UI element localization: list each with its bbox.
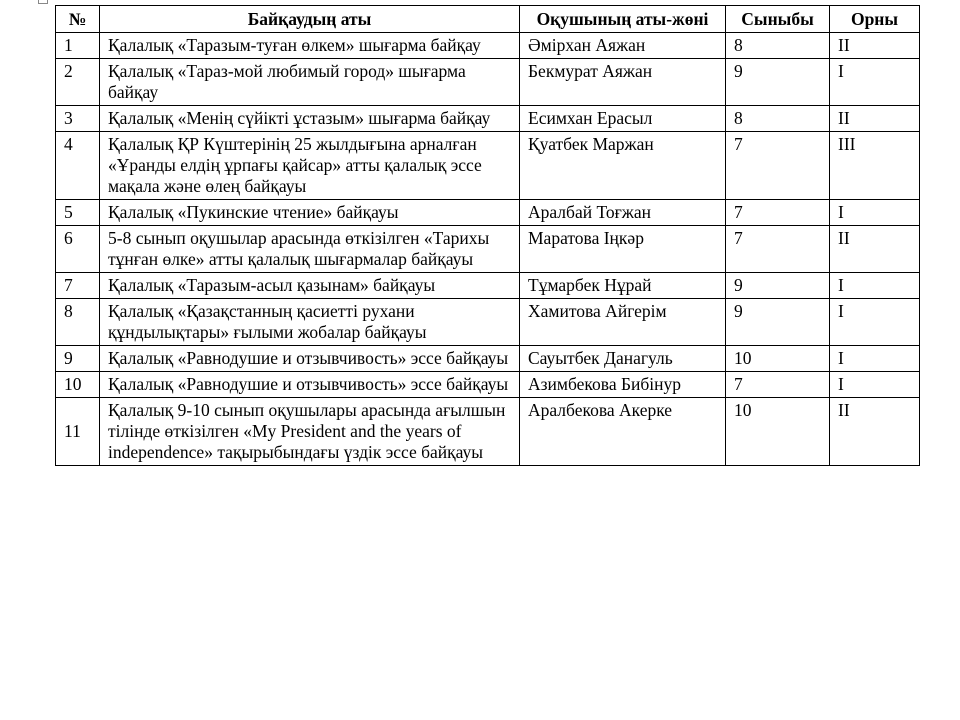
header-no: №: [56, 6, 100, 33]
place: II: [830, 33, 920, 59]
place: II: [830, 226, 920, 273]
competition-name: Қалалық «Таразым-асыл қазынам» байқауы: [100, 273, 520, 299]
place: I: [830, 273, 920, 299]
grade: 9: [726, 59, 830, 106]
place: I: [830, 59, 920, 106]
place: I: [830, 372, 920, 398]
student-name: Маратова Іңкәр: [520, 226, 726, 273]
table-row: [56, 273, 920, 299]
row-number: 5: [56, 200, 100, 226]
corner-mark: [38, 0, 48, 4]
row-number: 11: [56, 398, 100, 466]
header-row: [56, 6, 920, 33]
grade: 7: [726, 200, 830, 226]
competition-name: Қалалық «Менің сүйікті ұстазым» шығарма байқау: [100, 106, 520, 132]
row-number: 8: [56, 299, 100, 346]
student-name: Бекмурат Аяжан: [520, 59, 726, 106]
student-name: Есимхан Ерасыл: [520, 106, 726, 132]
competition-name: Қалалық «Таразым-туған өлкем» шығарма байқау: [100, 33, 520, 59]
row-number: 10: [56, 372, 100, 398]
row-number: 4: [56, 132, 100, 200]
student-name: Хамитова Айгерім: [520, 299, 726, 346]
student-name: Әмірхан Аяжан: [520, 33, 726, 59]
table-row: [56, 346, 920, 372]
row-number: 1: [56, 33, 100, 59]
place: III: [830, 132, 920, 200]
table-row: [56, 226, 920, 273]
grade: 7: [726, 132, 830, 200]
competition-name: Қалалық «Тараз-мой любимый город» шығарма байқау: [100, 59, 520, 106]
place: I: [830, 200, 920, 226]
competition-name: Қалалық 9-10 сынып оқушылары арасында ағылшын тілінде өткізілген «My President and the years of independence» тақырыбындағы үздік эссе байқауы: [100, 398, 520, 466]
row-number: 6: [56, 226, 100, 273]
grade: 10: [726, 398, 830, 466]
grade: 10: [726, 346, 830, 372]
table-row: [56, 372, 920, 398]
table-row: [56, 200, 920, 226]
header-competition-name: Байқаудың аты: [100, 6, 520, 33]
row-number: 7: [56, 273, 100, 299]
row-number: 2: [56, 59, 100, 106]
student-name: Аралбай Тоғжан: [520, 200, 726, 226]
student-name: Сауытбек Данагуль: [520, 346, 726, 372]
student-name: Азимбекова Бибінур: [520, 372, 726, 398]
header-grade: Сыныбы: [726, 6, 830, 33]
header-student-name: Оқушының аты-жөні: [520, 6, 726, 33]
competition-name: 5-8 сынып оқушылар арасында өткізілген «Тарихы тұнған өлке» атты қалалық шығармалар байқауы: [100, 226, 520, 273]
grade: 8: [726, 106, 830, 132]
table-row: [56, 299, 920, 346]
place: I: [830, 346, 920, 372]
competition-name: Қалалық «Пукинские чтение» байқауы: [100, 200, 520, 226]
grade: 7: [726, 372, 830, 398]
student-name: Қуатбек Маржан: [520, 132, 726, 200]
grade: 7: [726, 226, 830, 273]
results-table: [55, 5, 920, 466]
place: II: [830, 398, 920, 466]
place: I: [830, 299, 920, 346]
grade: 9: [726, 273, 830, 299]
table-row: [56, 132, 920, 200]
student-name: Аралбекова Акерке: [520, 398, 726, 466]
competition-name: Қалалық «Равнодушие и отзывчивость» эссе байқауы: [100, 372, 520, 398]
grade: 9: [726, 299, 830, 346]
table-row: [56, 398, 920, 466]
competition-name: Қалалық «Қазақстанның қасиетті рухани құндылықтары» ғылыми жобалар байқауы: [100, 299, 520, 346]
student-name: Тұмарбек Нұрай: [520, 273, 726, 299]
grade: 8: [726, 33, 830, 59]
table-row: [56, 59, 920, 106]
table-row: [56, 33, 920, 59]
competition-name: Қалалық ҚР Күштерінің 25 жылдығына арналған «Ұранды елдің ұрпағы қайсар» атты қалалық эссе мақала және өлең байқауы: [100, 132, 520, 200]
competition-name: Қалалық «Равнодушие и отзывчивость» эссе байқауы: [100, 346, 520, 372]
row-number: 9: [56, 346, 100, 372]
row-number: 3: [56, 106, 100, 132]
place: II: [830, 106, 920, 132]
table-row: [56, 106, 920, 132]
header-place: Орны: [830, 6, 920, 33]
